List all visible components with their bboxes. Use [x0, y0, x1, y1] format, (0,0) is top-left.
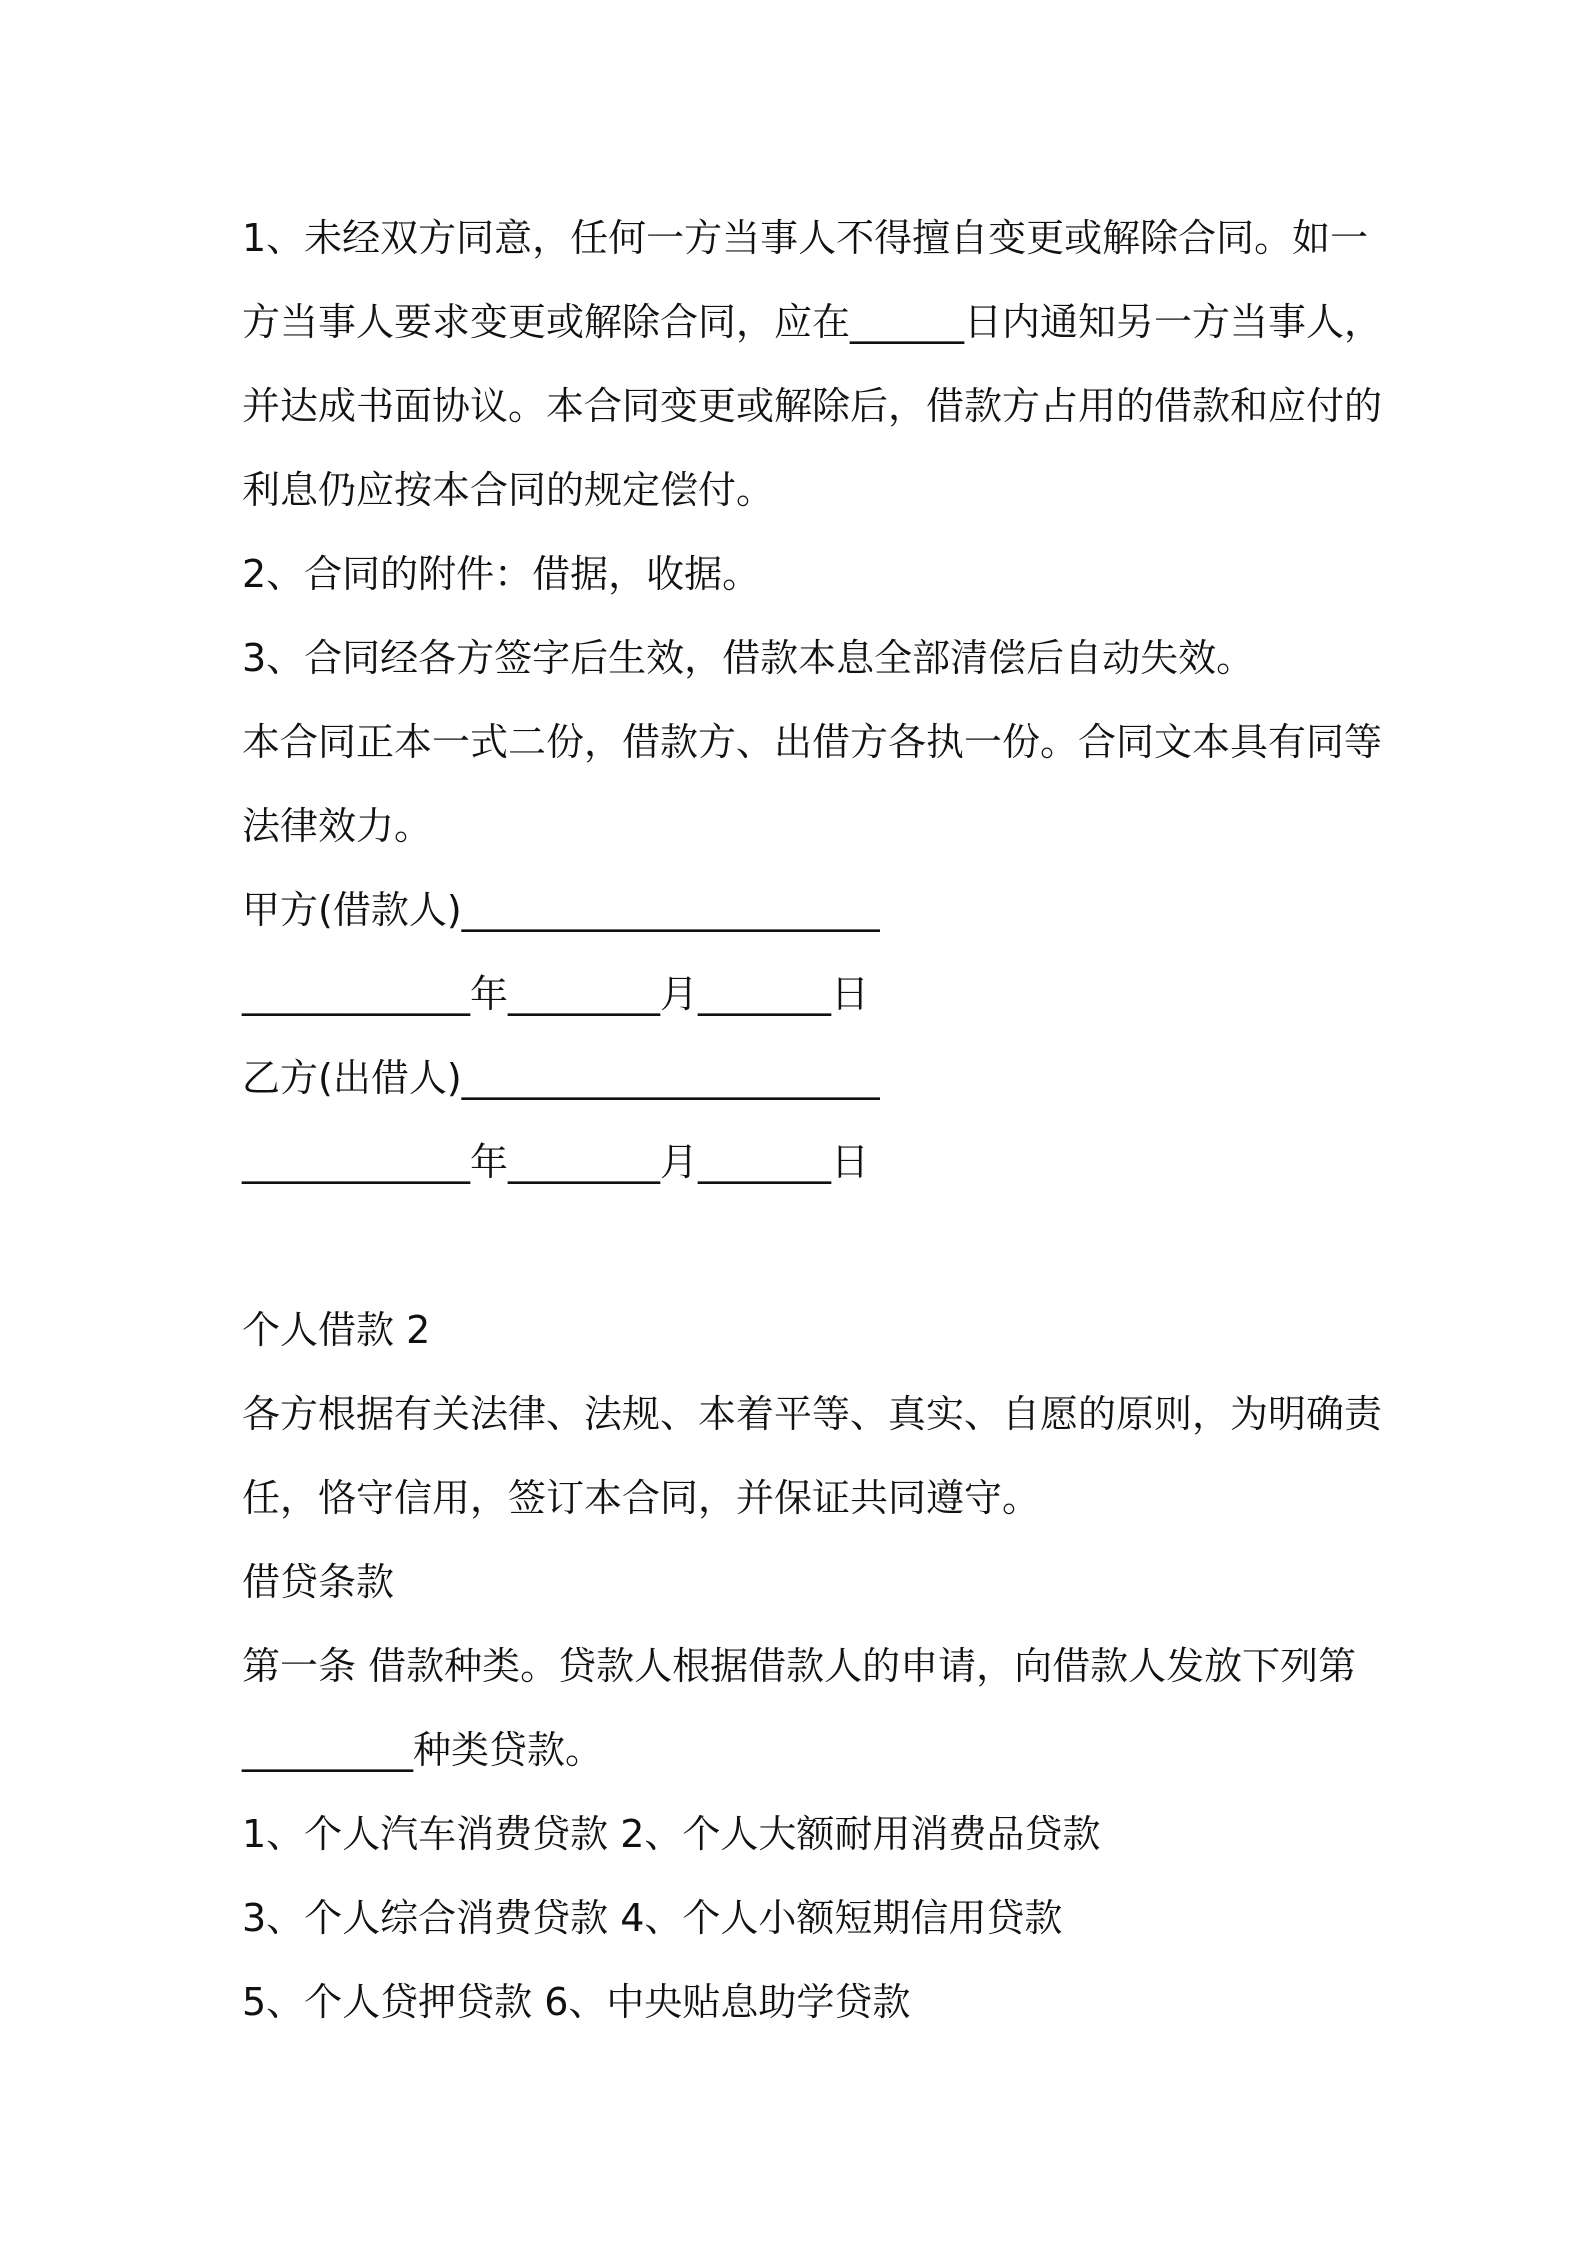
party-b-date: ____________年________月_______日 [242, 1140, 870, 1184]
article-1-line-1: 第一条 借款种类。贷款人根据借款人的申请，向借款人发放下列第 [242, 1644, 1357, 1688]
terms-heading: 借贷条款 [242, 1560, 395, 1604]
intro-line-1: 各方根据有关法律、法规、本着平等、真实、自愿的原则，为明确责 [242, 1392, 1383, 1436]
clause-1-line-2: 方当事人要求变更或解除合同，应在______日内通知另一方当事人， [242, 300, 1383, 344]
intro-line-2: 任，恪守信用，签订本合同，并保证共同遵守。 [242, 1476, 1041, 1520]
clause-1-line-4: 利息仍应按本合同的规定偿付。 [242, 468, 775, 512]
copies-line-1: 本合同正本一式二份，借款方、出借方各执一份。合同文本具有同等 [242, 720, 1383, 764]
document-body [242, 196, 1383, 2044]
loan-types-3-4: 3、个人综合消费贷款 4、个人小额短期信用贷款 [242, 1896, 1063, 1940]
clause-2-attachments: 2、合同的附件：借据，收据。 [242, 552, 761, 596]
clause-1-line-3: 并达成书面协议。本合同变更或解除后，借款方占用的借款和应付的 [242, 384, 1383, 428]
clause-1-line-1: 1、未经双方同意，任何一方当事人不得擅自变更或解除合同。如一 [242, 216, 1369, 260]
party-b-signature: 乙方(出借人)______________________ [242, 1056, 880, 1100]
article-1-line-2: _________种类贷款。 [242, 1728, 604, 1772]
section-spacer [242, 1204, 1362, 1288]
party-a-date: ____________年________月_______日 [242, 972, 870, 1016]
copies-line-2: 法律效力。 [242, 804, 433, 848]
clause-3-effect: 3、合同经各方签字后生效，借款本息全部清偿后自动失效。 [242, 636, 1255, 680]
section-title: 个人借款 2 [242, 1308, 431, 1352]
party-a-signature: 甲方(借款人)______________________ [242, 888, 880, 932]
loan-types-5-6: 5、个人贷押贷款 6、中央贴息助学贷款 [242, 1980, 911, 2024]
loan-types-1-2: 1、个人汽车消费贷款 2、个人大额耐用消费品贷款 [242, 1812, 1101, 1856]
